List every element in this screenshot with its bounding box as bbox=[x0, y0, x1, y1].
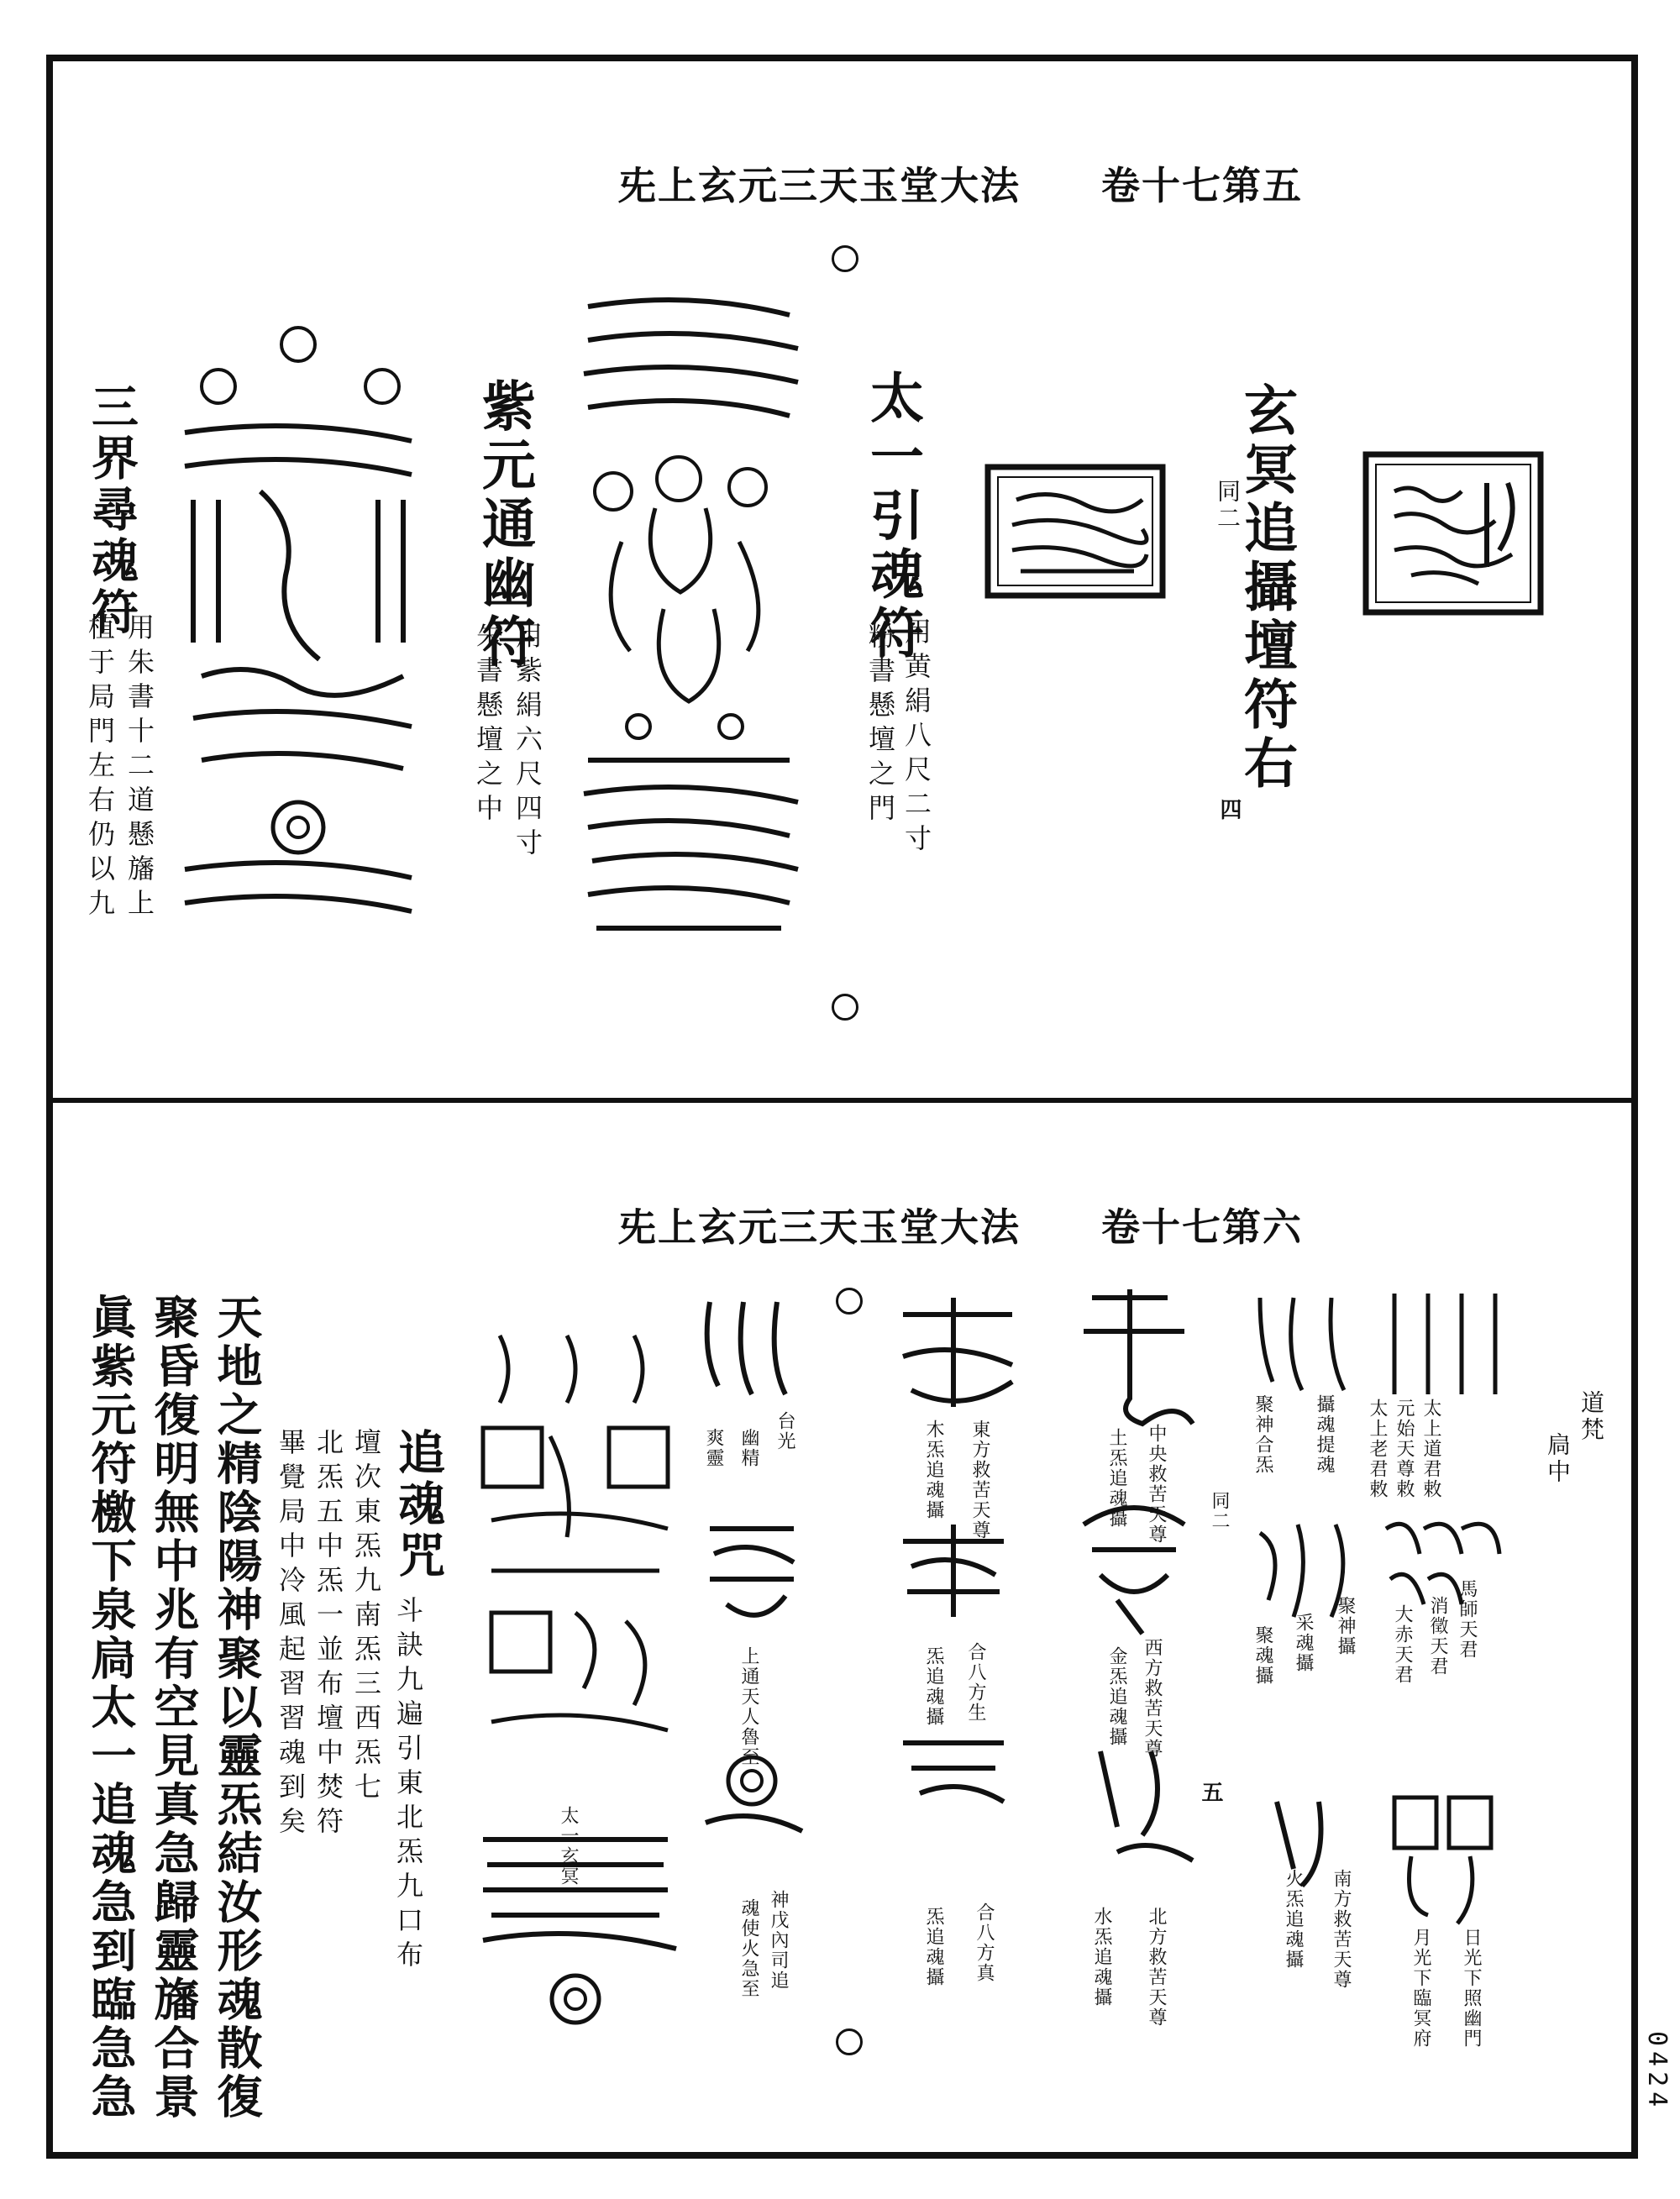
col-f-note: 同二 bbox=[1209, 1491, 1230, 1531]
col-g-low: 北方救苦天尊 bbox=[1146, 1907, 1167, 2028]
ziyuan-title: 紫元通幽符 bbox=[473, 378, 536, 672]
ziyuan-note-b: 朱書懸壇之中 bbox=[472, 622, 504, 828]
col-a-top: 太上道君敕 bbox=[1420, 1399, 1441, 1499]
xuanming-seal-left bbox=[983, 462, 1168, 601]
glyph-center-west-north bbox=[1067, 1281, 1201, 1886]
top-header-title: 兂上玄元三天玉堂大法 bbox=[617, 163, 1021, 208]
col-d-top: 攝魂提魂 bbox=[1314, 1394, 1335, 1475]
col-k-mid: 上通天人魯至 bbox=[738, 1646, 759, 1767]
bottom-header-title: 兂上玄元三天玉堂大法 bbox=[617, 1204, 1021, 1250]
col-j-top: 木炁追魂攝 bbox=[923, 1420, 944, 1520]
binding-hole-bottom-2 bbox=[836, 2028, 863, 2055]
spell-note-b: 壇次東炁九南炁三西炁七 bbox=[350, 1428, 382, 1807]
spell-note-a: 斗訣九遍引東北炁九口布 bbox=[392, 1596, 424, 1975]
xuanming-title: 玄冥追攝壇符右 bbox=[1235, 382, 1298, 794]
col-k-top: 台光 bbox=[774, 1411, 795, 1451]
taiyi-title: 太一引魂符 bbox=[861, 370, 924, 664]
xuanming-seal-right bbox=[1361, 449, 1546, 617]
col-c-top: 太上老君敕 bbox=[1367, 1399, 1388, 1499]
col-l-top: 幽精 bbox=[738, 1428, 759, 1468]
spell-title: 追魂咒 bbox=[391, 1428, 446, 1582]
col-b-top: 元始天尊敕 bbox=[1394, 1399, 1415, 1499]
col-k-low: 神戊內司追 bbox=[768, 1890, 789, 1991]
col-i-top: 東方救苦天尊 bbox=[969, 1420, 990, 1540]
binding-hole-top-2 bbox=[832, 994, 858, 1021]
daofan-1: 道梵 bbox=[1578, 1390, 1605, 1444]
spell-line-1: 天地之精陰陽神聚以靈炁結汝形魂散復 bbox=[210, 1294, 264, 2122]
col-a-mid: 馬師天君 bbox=[1457, 1579, 1478, 1660]
spell-line-2: 聚昏復明無中兆有空見真急歸靈旛合景 bbox=[147, 1294, 201, 2122]
spell-note-c: 北炁五中炁一並布壇中焚符 bbox=[312, 1428, 344, 1841]
sanjie-title: 三界尋魂符 bbox=[84, 382, 139, 638]
bottom-page-header bbox=[617, 1197, 1303, 1252]
col-b-mid: 消徵天君 bbox=[1427, 1596, 1448, 1677]
col-a-low: 日光下照幽門 bbox=[1461, 1928, 1482, 2049]
col-i-low: 合八方真 bbox=[974, 1902, 995, 1983]
col-l-low: 魂使火急至 bbox=[738, 1898, 759, 1999]
sanjie-note-a: 用朱書十二道懸旛上 bbox=[123, 613, 155, 923]
col-e-low: 火炁追魂攝 bbox=[1283, 1869, 1304, 1970]
spell-note-d: 畢覺局中冷風起習習魂到矣 bbox=[275, 1428, 307, 1841]
binding-hole-top-1 bbox=[832, 245, 858, 272]
col-d-low: 南方救苦天尊 bbox=[1331, 1869, 1352, 1990]
col-f-mid: 聚魂攝 bbox=[1252, 1625, 1273, 1686]
taiyi-note-a: 用黄絹八尺二寸 bbox=[900, 617, 932, 858]
spell-line-3: 眞紫元符檄下泉扃太一追魂急到臨急急 bbox=[84, 1294, 138, 2122]
daofan-2: 扃中 bbox=[1544, 1432, 1572, 1486]
glyph-zhuihun-talisman bbox=[466, 1319, 685, 2058]
col-m-top: 爽靈 bbox=[703, 1428, 724, 1468]
taiyi-note-b: 粉書懸壇之門 bbox=[864, 622, 896, 828]
col-small-note: 太一玄冥 bbox=[558, 1806, 579, 1887]
xuanming-note: 同二 bbox=[1214, 479, 1242, 533]
glyph-east bbox=[886, 1289, 1021, 1810]
sanjie-note-b: 植于局門左右仍以九 bbox=[84, 613, 116, 923]
col-h-mid: 金炁追魂攝 bbox=[1106, 1646, 1127, 1747]
col-j-mid: 炁追魂攝 bbox=[923, 1646, 944, 1727]
binding-hole-bottom-1 bbox=[836, 1288, 863, 1315]
col-j-low: 炁追魂攝 bbox=[923, 1907, 944, 1987]
top-page-header bbox=[617, 155, 1303, 211]
col-g-mid: 西方救苦天尊 bbox=[1142, 1638, 1163, 1759]
col-c-mid: 大赤天君 bbox=[1392, 1604, 1413, 1685]
col-d-mid: 聚神攝 bbox=[1335, 1596, 1356, 1656]
col-i-mid: 合八方生 bbox=[965, 1642, 986, 1723]
col-e-mid: 采魂攝 bbox=[1293, 1613, 1314, 1673]
ziyuan-note-a: 用紫絹六尺四寸 bbox=[512, 622, 543, 863]
top-header-volume: 卷十七第五 bbox=[1101, 163, 1304, 208]
margin-page-number: 0424 bbox=[1642, 2031, 1672, 2112]
bottom-header-volume: 卷十七第六 bbox=[1101, 1204, 1304, 1250]
col-h-low: 水炁追魂攝 bbox=[1091, 1907, 1112, 2007]
col-f-number: 五 bbox=[1198, 1781, 1223, 1803]
col-h-top: 土炁追魂攝 bbox=[1106, 1428, 1127, 1529]
taiyi-talisman-figure bbox=[571, 290, 806, 945]
sanjie-talisman-figure bbox=[168, 323, 428, 932]
col-e-top: 聚神合炁 bbox=[1252, 1394, 1273, 1475]
col-b-low: 月光下臨冥府 bbox=[1410, 1928, 1431, 2049]
page-divider bbox=[46, 1098, 1638, 1103]
col-g-top: 中央救苦天尊 bbox=[1146, 1424, 1167, 1545]
xuanming-number: 四 bbox=[1216, 798, 1242, 820]
